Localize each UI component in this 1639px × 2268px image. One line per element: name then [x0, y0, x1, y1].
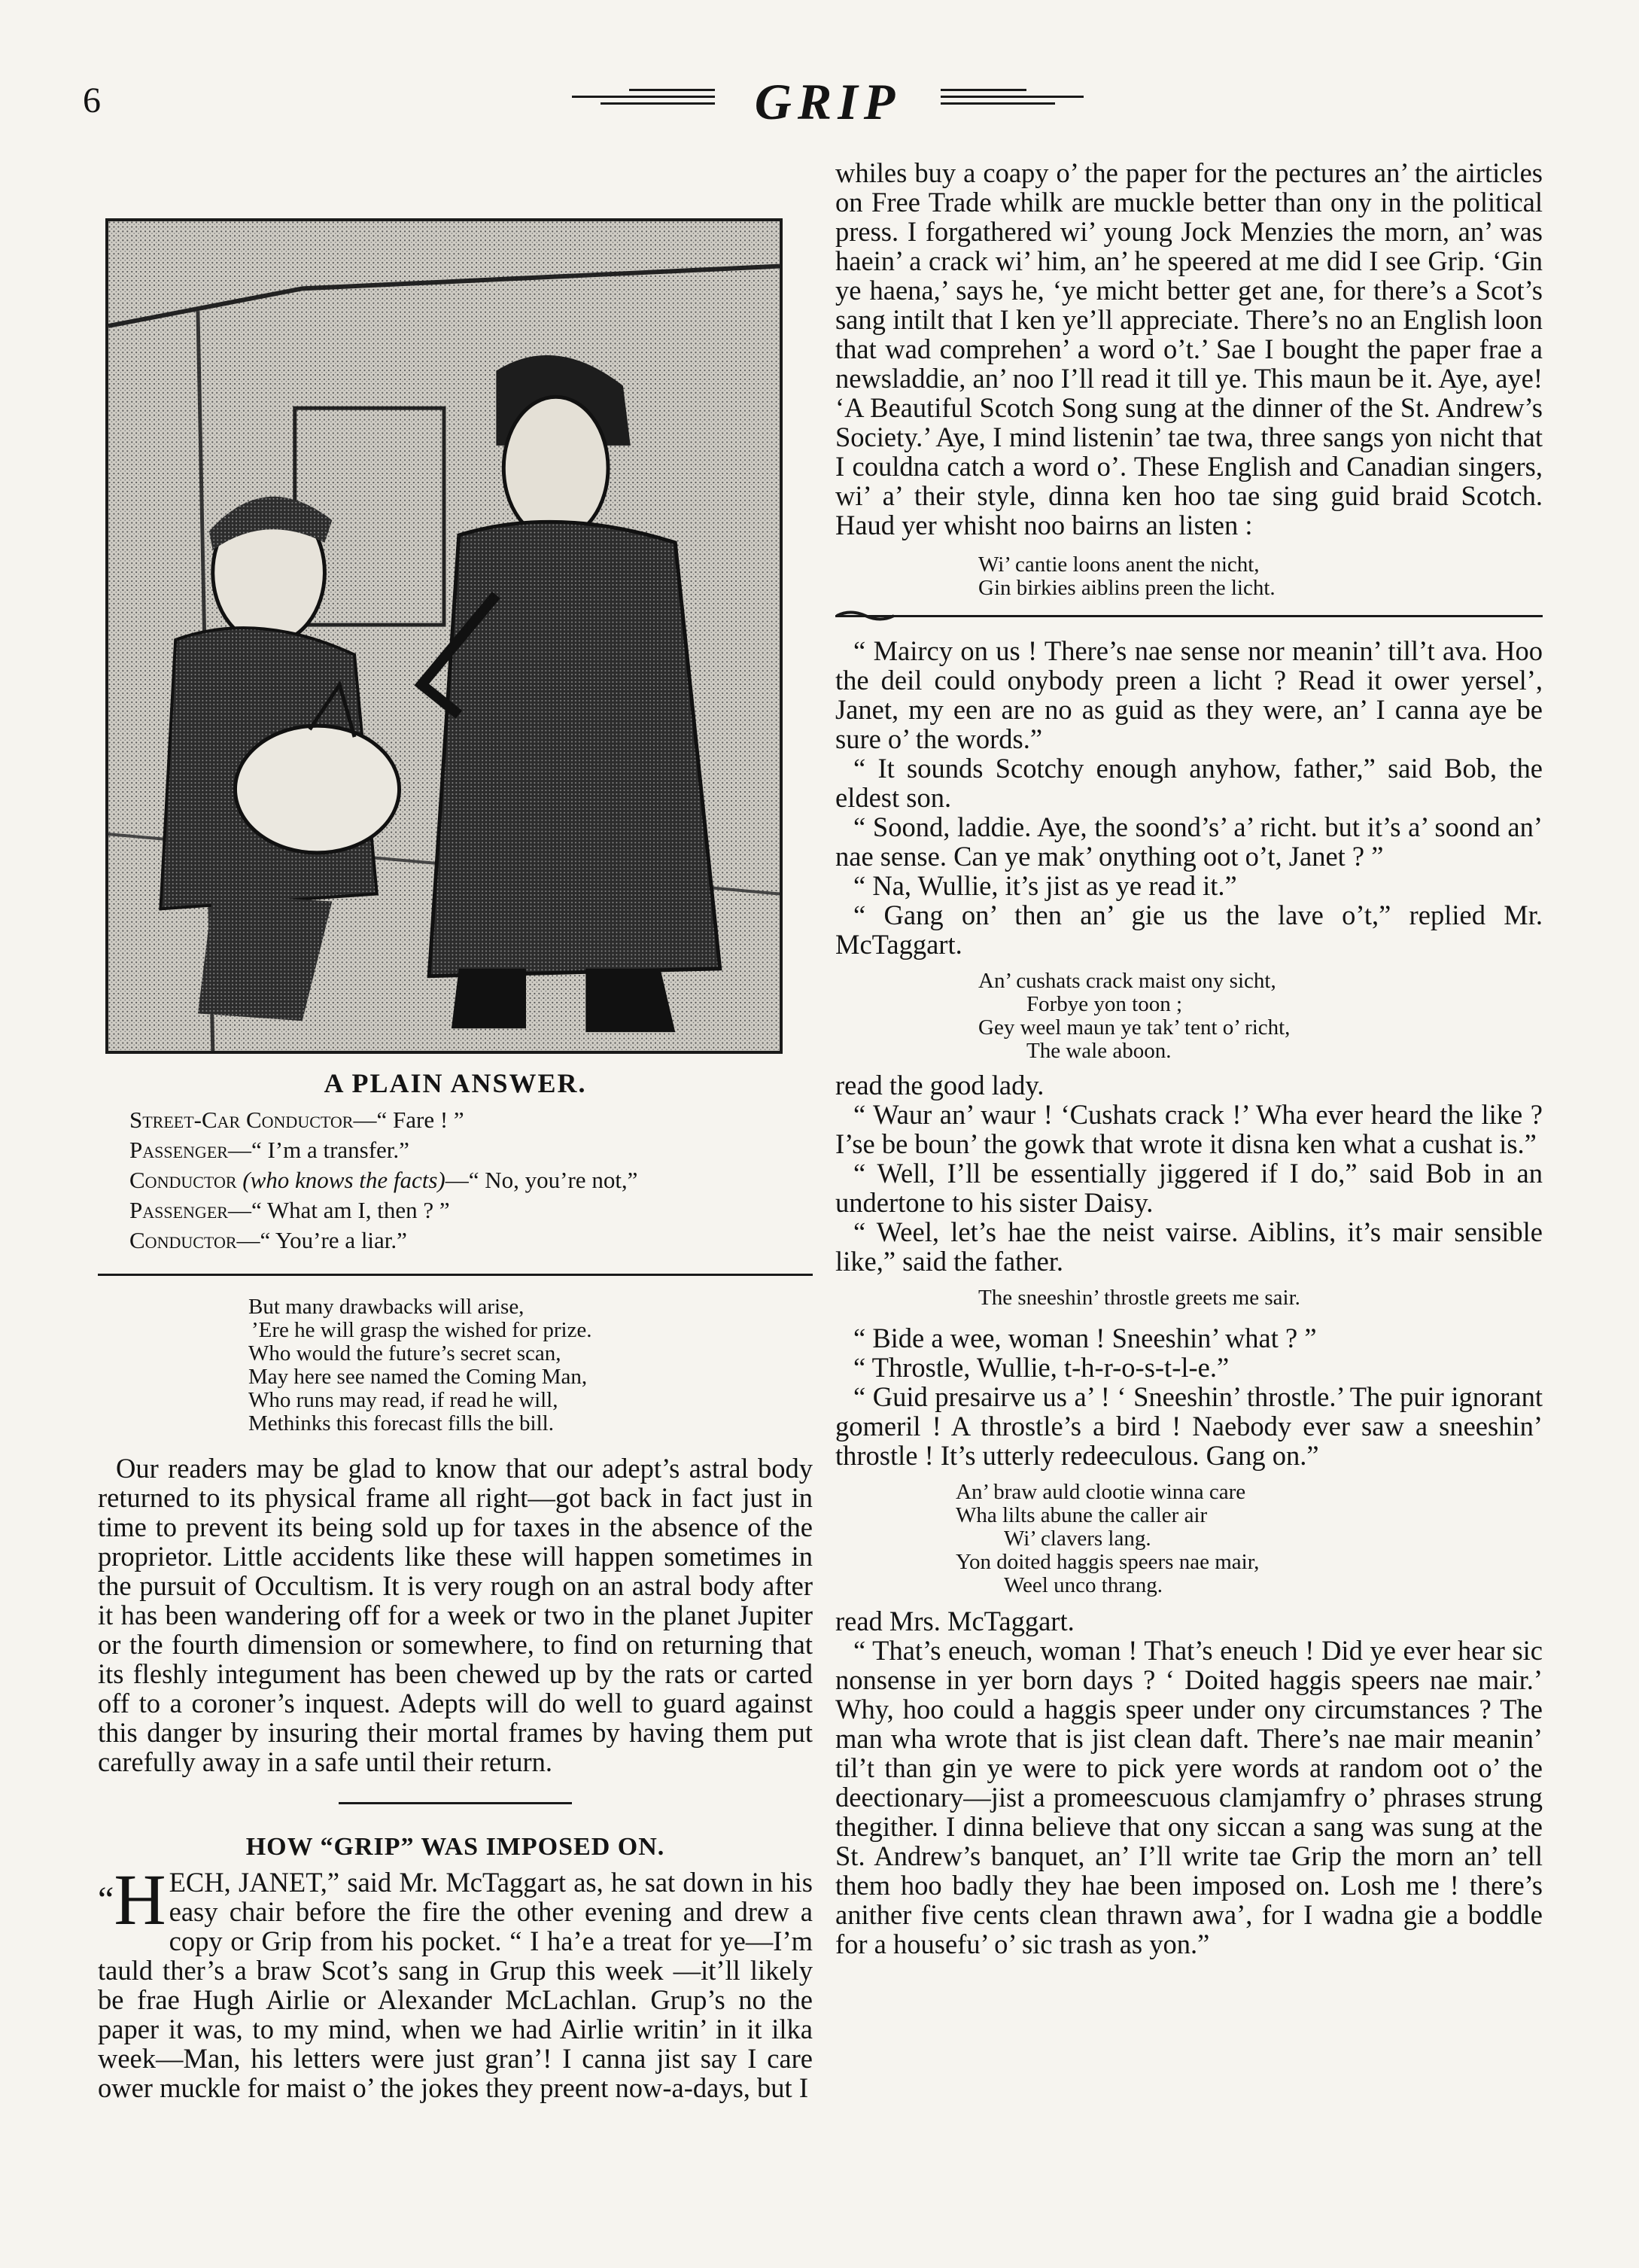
masthead-rule-left [572, 89, 715, 119]
paragraph-sounds: “ It sounds Scotchy enough anyhow, father,” said Bob, the eldest son. [835, 753, 1543, 813]
caption-title: A PLAIN ANSWER. [324, 1068, 587, 1098]
drop-cap: “H [98, 1859, 166, 1940]
paragraph-read-mrs: read Mrs. McTaggart. [835, 1606, 1075, 1636]
dialogue-line: Passenger—“ I’m a transfer.” [129, 1137, 409, 1163]
verse-line: Wi’ clavers lang. [1004, 1527, 1151, 1551]
masthead-title: GRIP [754, 73, 902, 130]
masthead-rule-right [941, 89, 1084, 119]
cartoon-illustration [105, 218, 783, 1054]
paragraph-read-lady: read the good lady. [835, 1070, 1045, 1101]
paragraph-enough: “ That’s eneuch, woman ! That’s eneuch ! Did ye ever hear sic nonsense in yer born days ? ‘ Doited haggis speers nae mair.’ Why, hoo could a haggis speer under ony circumstances ? The man wha wrote that is jist clean daft. There’s nae mair meanin’ til’t than gin ye were to pick yere words at random oot o’ the deectionary—jist a promeescuous clamjamfry o’ phrases strung thegither. I dinna believe that ony siccan a sang was sung at the St. Andrew’s banquet, an’ I’ll write tae Grip the morn an’ tell them hoo badly they hae been imposed on. Losh me ! there’s anither five cents clean thrawn awa’, for I wadna gie a boddle for a housefu’ o’ sic trash as yon.” [835, 1635, 1543, 1959]
right-column [835, 158, 1543, 1959]
paragraph-soond: “ Soond, laddie. Aye, the soond’s’ a’ richt. but it’s a’ soond an’ nae sense. Can ye mak’ onything oot o’t, Janet ? ” [835, 811, 1543, 872]
section-divider [98, 1274, 813, 1276]
paragraph-well: “ Well, I’ll be essentially jiggered if I do,” said Bob in an undertone to his sister Daisy. [835, 1158, 1543, 1218]
poem-line: ’Ere he will grasp the wished for prize. [251, 1318, 592, 1342]
verse-line: The sneeshin’ throstle greets me sair. [978, 1286, 1300, 1310]
verse-line: Weel unco thrang. [1004, 1573, 1163, 1597]
paragraph-maircy: “ Maircy on us ! There’s nae sense nor meanin’ till’t ava. Hoo the deil could onybody preen a licht ? Read it ower yersel’, Janet, my een are no as guid as they were, an’ I canna aye be sure o’ the words.” [835, 635, 1543, 754]
poem-line: Who runs may read, if read he will, [248, 1388, 558, 1412]
paragraph-bide: “ Bide a wee, woman ! Sneeshin’ what ? ” [853, 1323, 1317, 1353]
verse-two [978, 970, 1543, 1063]
page-number: 6 [83, 81, 101, 120]
dialogue-line: Passenger—“ What am I, then ? ” [129, 1197, 450, 1223]
verse-line: Gey weel maun ye tak’ tent o’ richt, [978, 1015, 1291, 1040]
verse-line: Gin birkies aiblins preen the licht. [978, 576, 1276, 600]
paragraph-waur: “ Waur an’ waur ! ‘Cushats crack !’ Wha ever heard the like ? I’se be boun’ the gowk that wrote it disna ken what a cushat is.” [835, 1099, 1543, 1159]
forecast-poem [248, 1295, 813, 1435]
verse-line: An’ braw auld clootie winna care [956, 1480, 1246, 1504]
caption-dialogue [129, 1105, 813, 1256]
verse-line: The wale aboon. [1026, 1039, 1172, 1063]
verse-one [978, 553, 1543, 600]
verse-line: Wha lilts abune the caller air [956, 1503, 1208, 1527]
dialogue-line: Conductor (who knows the facts)—“ No, you’re not,” [129, 1167, 638, 1193]
verse-three [978, 1286, 1543, 1310]
page-header [0, 69, 1639, 137]
ornate-rule [835, 607, 1543, 626]
verse-line: Forbye yon toon ; [1026, 992, 1183, 1016]
left-column [98, 158, 813, 2102]
paragraph-na: “ Na, Wullie, it’s jist as ye read it.” [853, 870, 1237, 901]
dialogue-line: Street-Car Conductor—“ Fare ! ” [129, 1107, 464, 1133]
verse-line: Wi’ cantie loons anent the nicht, [978, 553, 1260, 577]
paragraph-throstle: “ Throstle, Wullie, t-h-r-o-s-t-l-e.” [853, 1352, 1230, 1383]
masthead [572, 69, 1084, 137]
paragraph-gang: “ Gang on’ then an’ gie us the lave o’t,” replied Mr. McTaggart. [835, 900, 1543, 960]
verse-line: Yon doited haggis speers nae mair, [956, 1550, 1260, 1574]
verse-four [956, 1481, 1543, 1597]
section-title: HOW “GRIP” WAS IMPOSED ON. [245, 1833, 665, 1861]
dialogue-line: Conductor—“ You’re a liar.” [129, 1227, 407, 1253]
poem-line: Methinks this forecast fills the bill. [248, 1411, 554, 1435]
paragraph-weel: “ Weel, let’s hae the neist vairse. Aiblins, it’s mair sensible like,” said the father. [835, 1216, 1543, 1277]
astral-paragraph: Our readers may be glad to know that our adept’s astral body returned to its physical frame all right—got back in fact just in time to prevent its being sold up for taxes in the absence of the proprietor. Little accidents like these will happen sometimes in the pursuit of Occultism. It is very rough on an astral body after it has been wandering off for a week or two in the planet Jupiter or the fourth dimension or somewhere, to find on returning that its fleshly integument has been chewed up by the rats or carted off to a coroner’s inquest. Adepts will do well to guard against this danger by insuring their mortal frames by having them put carefully away in a safe until their return. [98, 1453, 813, 1777]
cartoon-drawing [108, 221, 780, 1051]
short-divider [339, 1802, 572, 1804]
paragraph-guid: “ Guid presairve us a’ ! ‘ Sneeshin’ throstle.’ The puir ignorant gomeril ! A throstle’s a bird ! Naebody ever saw a sneeshin’ throstle ! It’s utterly redeeculous. Gang on.” [835, 1381, 1543, 1471]
verse-line: An’ cushats crack maist ony sicht, [978, 969, 1276, 993]
poem-line: But many drawbacks will arise, [248, 1295, 525, 1319]
story-continuation: whiles buy a coapy o’ the paper for the pectures an’ the airticles on Free Trade whilk are muckle better than ony in the political press. I forgathered wi’ young Jock Menzies the morn, an’ was haein’ a crack wi’ him, an’ he speered at me did I see Grip. ‘Gin ye haena,’ says he, ‘ye micht better get ane, for there’s a Scot’s sang intilt that I ken ye’ll appreciate. There’s no an English loon that wad comprehen’ a word o’t.’ Sae I bought the paper frae a newsladdie, an’ noo I’ll read it till ye. This maun be it. Aye, aye! ‘A Beautiful Scotch Song sung at the dinner of the St. Andrew’s Society.’ Aye, I mind listenin’ tae twa, three sangs yon nicht that I couldna catch a word o’. These English and Canadian singers, wi’ a’ their style, dinna ken hoo tae sing guid braid Scotch. Haud yer whisht noo bairns an listen : [835, 157, 1543, 540]
poem-line: May here see named the Coming Man, [248, 1365, 588, 1389]
poem-line: Who would the future’s secret scan, [248, 1341, 561, 1365]
story-opening: “H ECH, JANET,” said Mr. McTaggart as, he sat down in his easy chair before the fire the other evening and drew a copy or Grip from his pocket. “ I ha’e a treat for ye—I’m tauld ther’s a braw Scot’s sang in Grup this week —it’ll likely be frae Hugh Airlie or Alexander McLachlan. Grup’s no the paper it was, to my mind, when we had Airlie writin’ in it ilka week—Man, his letters were just gran’! I canna jist say I care ower muckle for maist o’ the jokes they preent now-a-days, but I [98, 1859, 813, 2103]
